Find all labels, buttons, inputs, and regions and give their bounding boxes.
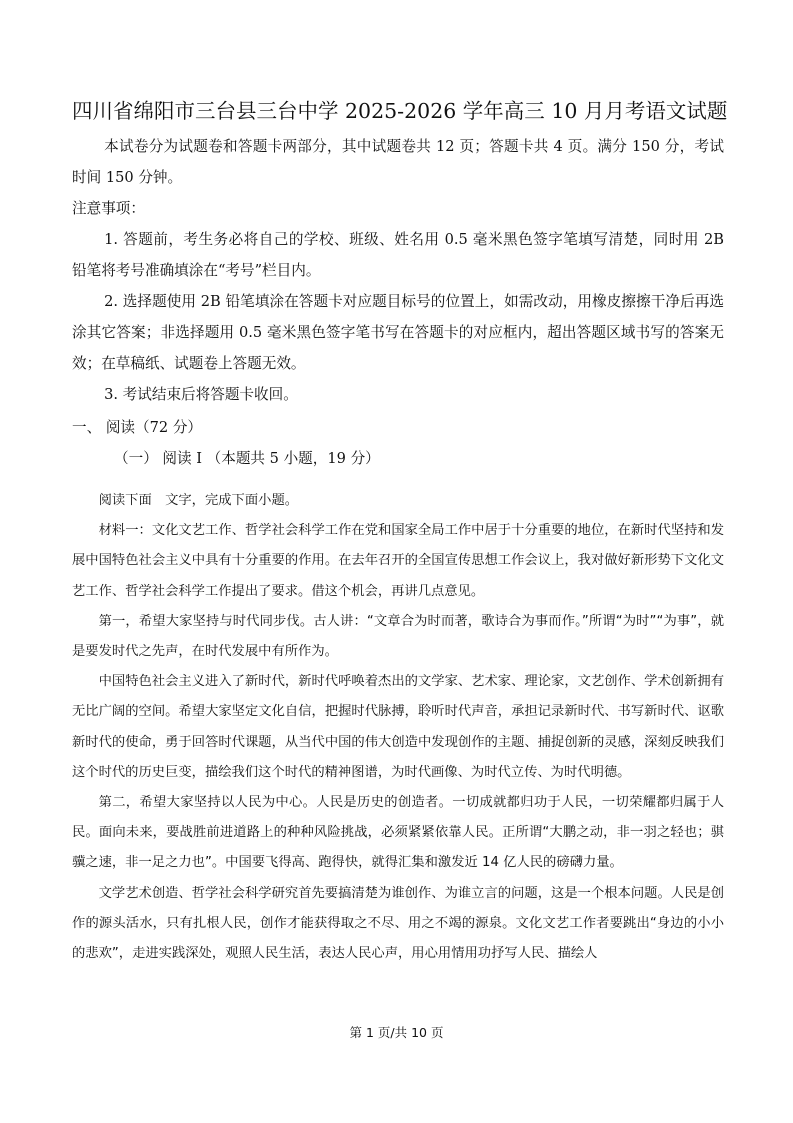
section-header <box>72 412 724 474</box>
paragraph-4: 第二，希望大家坚持以人民为中心。人民是历史的创造者。一切成就都归功于人民，一切荣耀都归属于人民。面向未来，要战胜前进道路上的种种风险挑战，必须紧紧依靠人民。正所谓“大鹏之动，非一羽之轻也；骐骥之速，非一足之力也”。中国要飞得高、跑得快，就得汇集和激发近 14 亿人民的磅礴力量。 <box>72 795 724 871</box>
paragraph-2: 第一，希望大家坚持与时代同步伐。古人讲：“文章合为时而著，歌诗合为事而作。”所谓“为时”“为事”，就是要发时代之先声，在时代发展中有所作为。 <box>72 613 724 660</box>
intro-text: 本试卷分为试题卷和答题卡两部分，其中试题卷共 12 页；答题卡共 4 页。满分 150 分，考试时间 150 分钟。 <box>72 138 724 186</box>
notice-block <box>72 193 724 410</box>
subsection-heading: （一） 阅读 Ⅰ （本题共 5 小题，19 分） <box>114 450 380 467</box>
page-footer: 第 1 页/共 10 页 <box>349 1025 444 1040</box>
notice-item-3: 3. 考试结束后将答题卡收回。 <box>104 386 298 403</box>
intro-block <box>72 131 724 410</box>
notice-heading: 注意事项： <box>72 200 145 217</box>
notice-item-2: 2. 选择题使用 2B 铅笔填涂在答题卡对应题目标号的位置上，如需改动，用橡皮擦擦干净后再选涂其它答案；非选择题用 0.5 毫米黑色签字笔书写在答题卡的对应框内，超出答题区域书写的答案无效；在草稿纸、试题卷上答题无效。 <box>72 293 724 372</box>
paragraph-1: 材料一：文化文艺工作、哲学社会科学工作在党和国家全局工作中居于十分重要的地位，在新时代坚持和发展中国特色社会主义中具有十分重要的作用。在去年召开的全国宣传思想工作会议上，我对做好新形势下文化文艺工作、哲学社会科学工作提出了要求。借这个机会，再讲几点意见。 <box>72 523 724 599</box>
reading-instruction: 阅读下面 文字，完成下面小题。 <box>98 493 299 508</box>
reading-body <box>72 486 724 969</box>
paragraph-5: 文学艺术创造、哲学社会科学研究首先要搞清楚为谁创作、为谁立言的问题，这是一个根本问题。人民是创作的源头活水，只有扎根人民，创作才能获得取之不尽、用之不竭的源泉。文化文艺工作者要跳出“身边的小小的悲欢”，走进实践深处，观照人民生活，表达人民心声，用心用情用功抒写人民、描绘人 <box>72 885 724 962</box>
paragraph-3: 中国特色社会主义进入了新时代，新时代呼唤着杰出的文学家、艺术家、理论家，文艺创作、学术创新拥有无比广阔的空间。希望大家坚定文化自信，把握时代脉搏，聆听时代声音，承担记录新时代、书写新时代、讴歌新时代的使命，勇于回答时代课题，从当代中国的伟大创造中发现创作的主题、捕捉创新的灵感，深刻反映我们这个时代的历史巨变，描绘我们这个时代的精神图谱，为时代画像、为时代立传、为时代明德。 <box>72 674 724 780</box>
section-heading: 一、 阅读（72 分） <box>72 419 203 436</box>
page-title: 四川省绵阳市三台县三台中学 2025-2026 学年高三 10 月月考语文试题 <box>72 99 728 123</box>
notice-item-1: 1. 答题前，考生务必将自己的学校、班级、姓名用 0.5 毫米黑色签字笔填写清楚，同时用 2B 铅笔将考号准确填涂在“考号”栏目内。 <box>72 231 724 279</box>
